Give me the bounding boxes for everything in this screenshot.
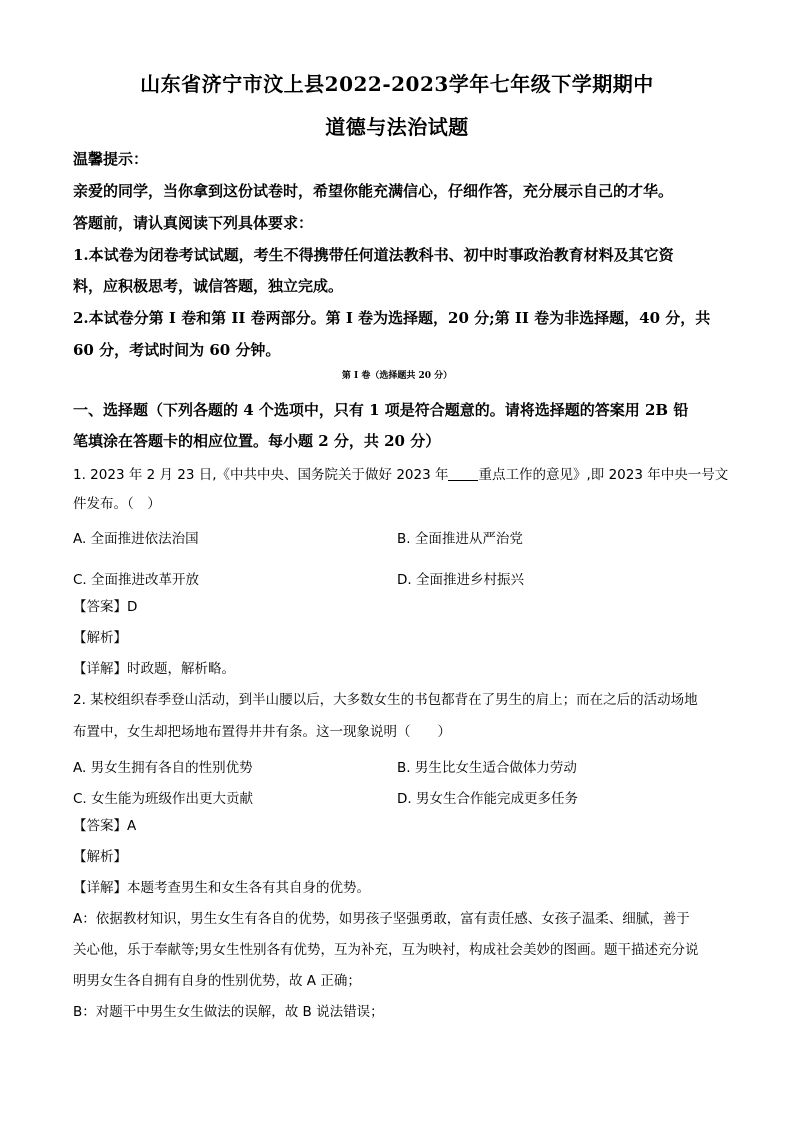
tips-heading: 温馨提示： xyxy=(73,150,149,168)
q2-option-d: D. 男女生合作能完成更多任务 xyxy=(397,791,578,807)
part1-instruction-line-2: 笔填涂在答题卡的相应位置。每小题 2 分，共 20 分） xyxy=(73,432,441,450)
q2-option-b: B. 男生比女生适合做体力劳动 xyxy=(397,760,577,776)
q2-option-c: C. 女生能为班级作出更大贡献 xyxy=(73,791,254,807)
page-title: 山东省济宁市汶上县2022-2023学年七年级下学期期中 xyxy=(140,72,654,96)
q1-option-b: B. 全面推进从严治党 xyxy=(397,531,523,547)
q2-analysis-label: 【解析】 xyxy=(73,849,127,865)
q2-option-a: A. 男女生拥有各自的性别优势 xyxy=(73,760,253,776)
q1-stem-part-a: 1. 2023 年 2 月 23 日,《中共中央、国务院关于做好 2023 年 xyxy=(73,467,449,483)
tips-line-4: 料，应积极思考，诚信答题，独立完成。 xyxy=(73,277,344,295)
q2-explanation-a-line-3: 明男女生各自拥有自身的性别优势，故 A 正确； xyxy=(73,973,361,989)
q1-option-c: C. 全面推进改革开放 xyxy=(73,572,200,588)
tips-line-3: 1.本试卷为闭卷考试试题，考生不得携带任何道法教科书、初中时事政治教育材料及其它资 xyxy=(73,246,674,264)
page-subtitle: 道德与法治试题 xyxy=(325,115,469,139)
q1-answer: 【答案】D xyxy=(73,599,138,615)
q1-stem-line-1 xyxy=(73,466,733,483)
q2-stem-line-1: 2. 某校组织春季登山活动，到半山腰以后，大多数女生的书包都背在了男生的肩上；而在之后的活动场地 xyxy=(73,692,698,708)
q2-explanation-a-line-2: 关心他，乐于奉献等;男女生性别各有优势，互为补充，互为映衬，构成社会美妙的图画。题干描述充分说 xyxy=(73,942,699,958)
q1-blank xyxy=(448,466,478,481)
q1-detail: 【详解】时政题，解析略。 xyxy=(73,661,235,677)
q1-option-a: A. 全面推进依法治国 xyxy=(73,531,199,547)
q2-explanation-a-line-1: A：依据教材知识，男生女生有各自的优势，如男孩子坚强勇敢，富有责任感、女孩子温柔、细腻，善于 xyxy=(73,911,690,927)
q1-stem-line-2: 件发布。（ ） xyxy=(73,496,161,512)
tips-line-5: 2.本试卷分第 I 卷和第 II 卷两部分。第 I 卷为选择题，20 分;第 II 卷为非选择题，40 分，共 xyxy=(73,309,711,327)
q2-answer: 【答案】A xyxy=(73,818,137,834)
q2-explanation-b: B：对题干中男生女生做法的误解，故 B 说法错误； xyxy=(73,1004,384,1020)
q1-stem-part-b: 重点工作的意见》,即 2023 年中央一号文 xyxy=(478,467,729,483)
section-title: 第 I 卷（选择题共 20 分） xyxy=(341,371,453,381)
tips-line-6: 60 分，考试时间为 60 分钟。 xyxy=(73,341,281,359)
tips-line-1: 亲爱的同学，当你拿到这份试卷时，希望你能充满信心，仔细作答，充分展示自己的才华。 xyxy=(73,182,674,200)
q1-analysis-label: 【解析】 xyxy=(73,630,127,646)
part1-instruction-line-1: 一、选择题（下列各题的 4 个选项中，只有 1 项是符合题意的。请将选择题的答案用 2B 铅 xyxy=(73,401,689,419)
q1-option-d: D. 全面推进乡村振兴 xyxy=(397,572,524,588)
tips-line-2: 答题前，请认真阅读下列具体要求： xyxy=(73,214,314,232)
q2-detail: 【详解】本题考查男生和女生各有其自身的优势。 xyxy=(73,880,370,896)
q2-stem-line-2: 布置中，女生却把场地布置得井井有条。这一现象说明（ ） xyxy=(73,724,451,740)
